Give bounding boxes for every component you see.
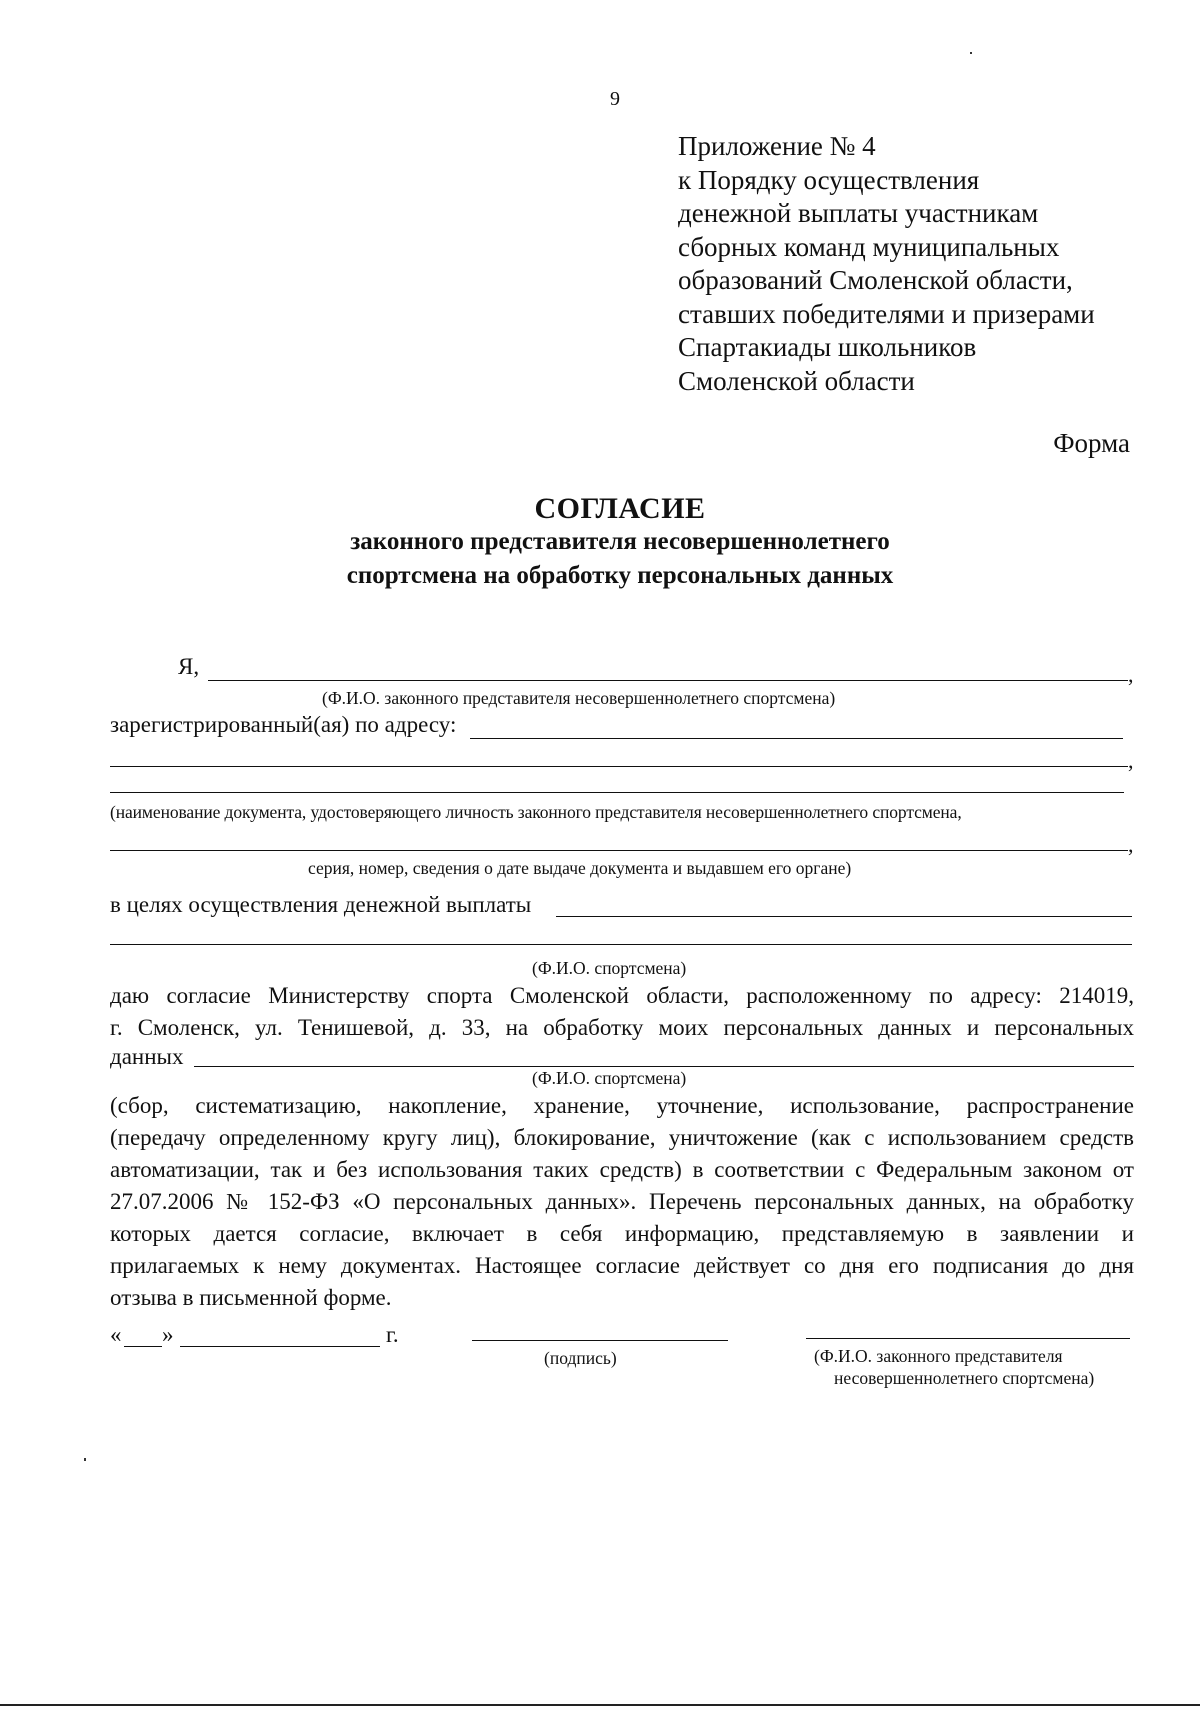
date-year-suffix: г. xyxy=(386,1322,399,1347)
appendix-line: к Порядку осуществления xyxy=(678,164,980,195)
scan-speck xyxy=(84,1458,86,1461)
body-line: автоматизации, так и без использования таких средств) в соответствии с Федеральным законом от xyxy=(110,1157,1134,1182)
body-line: отзыва в письменной форме. xyxy=(110,1285,392,1310)
caption-representative-name: (Ф.И.О. законного представителя несовершеннолетнего спортсмена) xyxy=(322,688,836,708)
purpose-field-line1[interactable] xyxy=(556,916,1132,917)
date-month-year-field[interactable] xyxy=(180,1346,380,1347)
purpose-label: в целях осуществления денежной выплаты xyxy=(110,892,532,917)
data-label: данных xyxy=(110,1044,184,1069)
scan-edge xyxy=(0,1704,1200,1706)
document-subtitle-line1: законного представителя несовершеннолетнего xyxy=(350,528,890,555)
body-line: (передачу определенному кругу лиц), блокирование, уничтожение (как с использованием средств xyxy=(110,1125,1134,1150)
body-line: прилагаемых к нему документах. Настоящее согласие действует со дня его подписания до дня xyxy=(110,1253,1134,1278)
form-label: Форма xyxy=(1053,428,1130,458)
consent-line: даю согласие Министерству спорта Смоленской области, расположенному по адресу: 214019, xyxy=(110,983,1134,1008)
name-caption-line1: (Ф.И.О. законного представителя xyxy=(814,1346,1063,1366)
appendix-line: ставших победителями и призерами xyxy=(678,298,1095,329)
representative-name-signature-field[interactable] xyxy=(806,1338,1130,1339)
date-quote-open: « xyxy=(110,1322,122,1347)
scan-speck xyxy=(970,52,972,54)
document-title: СОГЛАСИЕ xyxy=(534,492,706,525)
appendix-line: Спартакиады школьников xyxy=(678,332,977,362)
body-line: (сбор, систематизацию, накопление, хранение, уточнение, использование, распространение xyxy=(110,1093,1134,1118)
name-caption-line2: несовершеннолетнего спортсмена) xyxy=(834,1368,1095,1388)
body-line: которых дается согласие, включает в себя информацию, представляемую в заявлении и xyxy=(110,1221,1134,1246)
athlete-name-field[interactable] xyxy=(110,944,1132,945)
date-day-field[interactable] xyxy=(124,1346,162,1347)
page-number: 9 xyxy=(610,88,620,110)
caption-athlete-name: (Ф.И.О. спортсмена) xyxy=(532,958,687,978)
appendix-line: образований Смоленской области, xyxy=(678,265,1073,295)
body-line: 27.07.2006 № 152-ФЗ «О персональных данных». Перечень персональных данных, на обработку xyxy=(110,1189,1134,1214)
comma: , xyxy=(1128,748,1134,773)
appendix-line: сборных команд муниципальных xyxy=(678,231,1060,262)
signature-caption: (подпись) xyxy=(544,1348,617,1368)
appendix-line: Смоленской области xyxy=(678,365,915,396)
comma: , xyxy=(1128,662,1134,687)
signature-field[interactable] xyxy=(472,1340,728,1341)
athlete-name-field-2[interactable] xyxy=(194,1066,1134,1067)
representative-name-field[interactable] xyxy=(208,680,1128,681)
document-subtitle-line2: спортсмена на обработку персональных данных xyxy=(346,562,894,589)
caption-athlete-name-2: (Ф.И.О. спортсмена) xyxy=(532,1068,687,1088)
document-field-line1[interactable] xyxy=(110,792,1124,793)
consent-line: г. Смоленск, ул. Тенишевой, д. 33, на обработку моих персональных данных и персональных xyxy=(110,1015,1134,1040)
address-field-line1[interactable] xyxy=(470,738,1123,739)
date-quote-close: » xyxy=(162,1322,174,1347)
registered-address-label: зарегистрированный(ая) по адресу: xyxy=(110,712,457,737)
address-field-line2[interactable] xyxy=(110,766,1128,767)
caption-document: (наименование документа, удостоверяющего личность законного представителя несовершеннолетнего спортсмена, xyxy=(110,802,962,822)
appendix-line: денежной выплаты участникам xyxy=(678,198,1039,228)
i-label: Я, xyxy=(178,654,200,679)
appendix-block xyxy=(678,130,1095,398)
document-field-line2[interactable] xyxy=(110,850,1128,851)
comma: , xyxy=(1128,832,1134,857)
caption-document-series: серия, номер, сведения о дате выдаче документа и выдавшем его органе) xyxy=(308,858,852,878)
appendix-line: Приложение № 4 xyxy=(678,131,876,161)
